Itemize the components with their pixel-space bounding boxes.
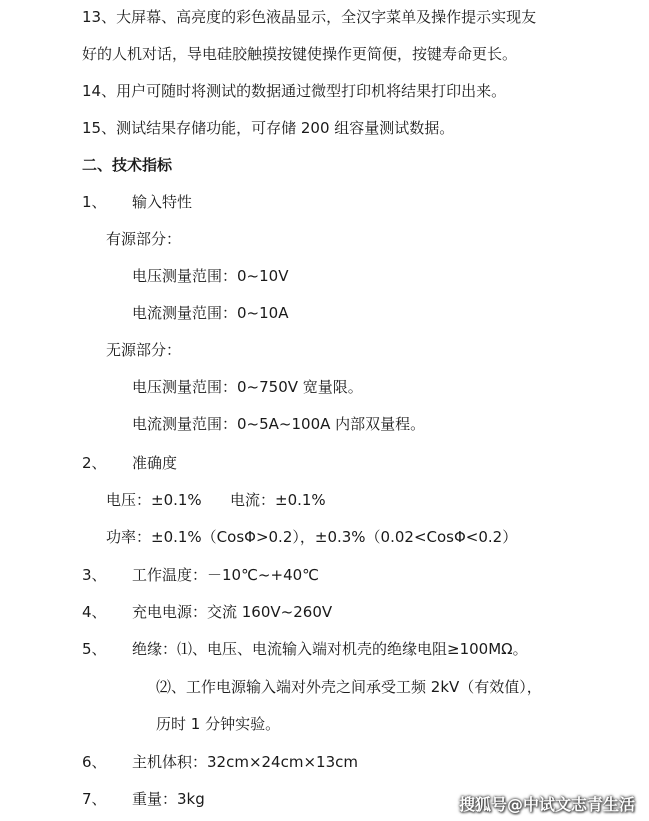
- item-6: [82, 751, 358, 773]
- item-6-number: 6、: [82, 753, 107, 771]
- item-2: [82, 452, 177, 474]
- feature-13-line-1: 13、大屏幕、高亮度的彩色液晶显示，全汉字菜单及操作提示实现友: [82, 8, 537, 26]
- watermark: 搜狐号@中试文志青生活: [458, 795, 635, 814]
- feature-13-line-2: 好的人机对话，导电硅胶触摸按键使操作更简便，按键寿命更长。: [82, 45, 518, 63]
- passive-current-range: 电流测量范围：0~5A~100A 内部双量程。: [132, 415, 426, 433]
- item-5-number: 5、: [82, 640, 107, 658]
- section-title: 二、技术指标: [82, 156, 173, 174]
- active-heading: 有源部分：: [106, 230, 182, 248]
- accuracy-voltage: 电压：±0.1%: [106, 491, 202, 509]
- active-voltage-range: 电压测量范围：0~10V: [132, 267, 289, 285]
- item-7-label: 重量：3kg: [132, 790, 205, 808]
- accuracy-power: 功率：±0.1%（CosΦ>0.2），±0.3%（0.02<CosΦ<0.2）: [106, 528, 518, 546]
- feature-14: 14、用户可随时将测试的数据通过微型打印机将结果打印出来。: [82, 82, 507, 100]
- item-4-number: 4、: [82, 603, 107, 621]
- item-7: [82, 788, 205, 810]
- item-1: [82, 191, 192, 213]
- item-1-label: 输入特性: [132, 193, 193, 211]
- item-1-number: 1、: [82, 193, 107, 211]
- passive-heading: 无源部分：: [106, 341, 182, 359]
- item-5-label: 绝缘：⑴、电压、电流输入端对机壳的绝缘电阻≥100MΩ。: [132, 640, 528, 658]
- item-3-label: 工作温度：－10℃~+40℃: [132, 566, 320, 584]
- item-5: [82, 638, 528, 660]
- item-7-number: 7、: [82, 790, 107, 808]
- feature-15: 15、测试结果存储功能，可存储 200 组容量测试数据。: [82, 119, 455, 137]
- item-4: [82, 601, 332, 623]
- item-2-label: 准确度: [132, 454, 178, 472]
- active-current-range: 电流测量范围：0~10A: [132, 304, 289, 322]
- item-5-line-3: 历时 1 分钟实验。: [156, 715, 281, 733]
- accuracy-current: 电流：±0.1%: [230, 491, 326, 509]
- item-2-number: 2、: [82, 454, 107, 472]
- item-4-label: 充电电源：交流 160V~260V: [132, 603, 333, 621]
- passive-voltage-range: 电压测量范围：0~750V 宽量限。: [132, 378, 363, 396]
- item-3-number: 3、: [82, 566, 107, 584]
- item-3: [82, 564, 319, 586]
- item-5-line-2: ⑵、工作电源输入端对外壳之间承受工频 2kV（有效值），: [156, 678, 542, 696]
- item-6-label: 主机体积：32cm×24cm×13cm: [132, 753, 358, 771]
